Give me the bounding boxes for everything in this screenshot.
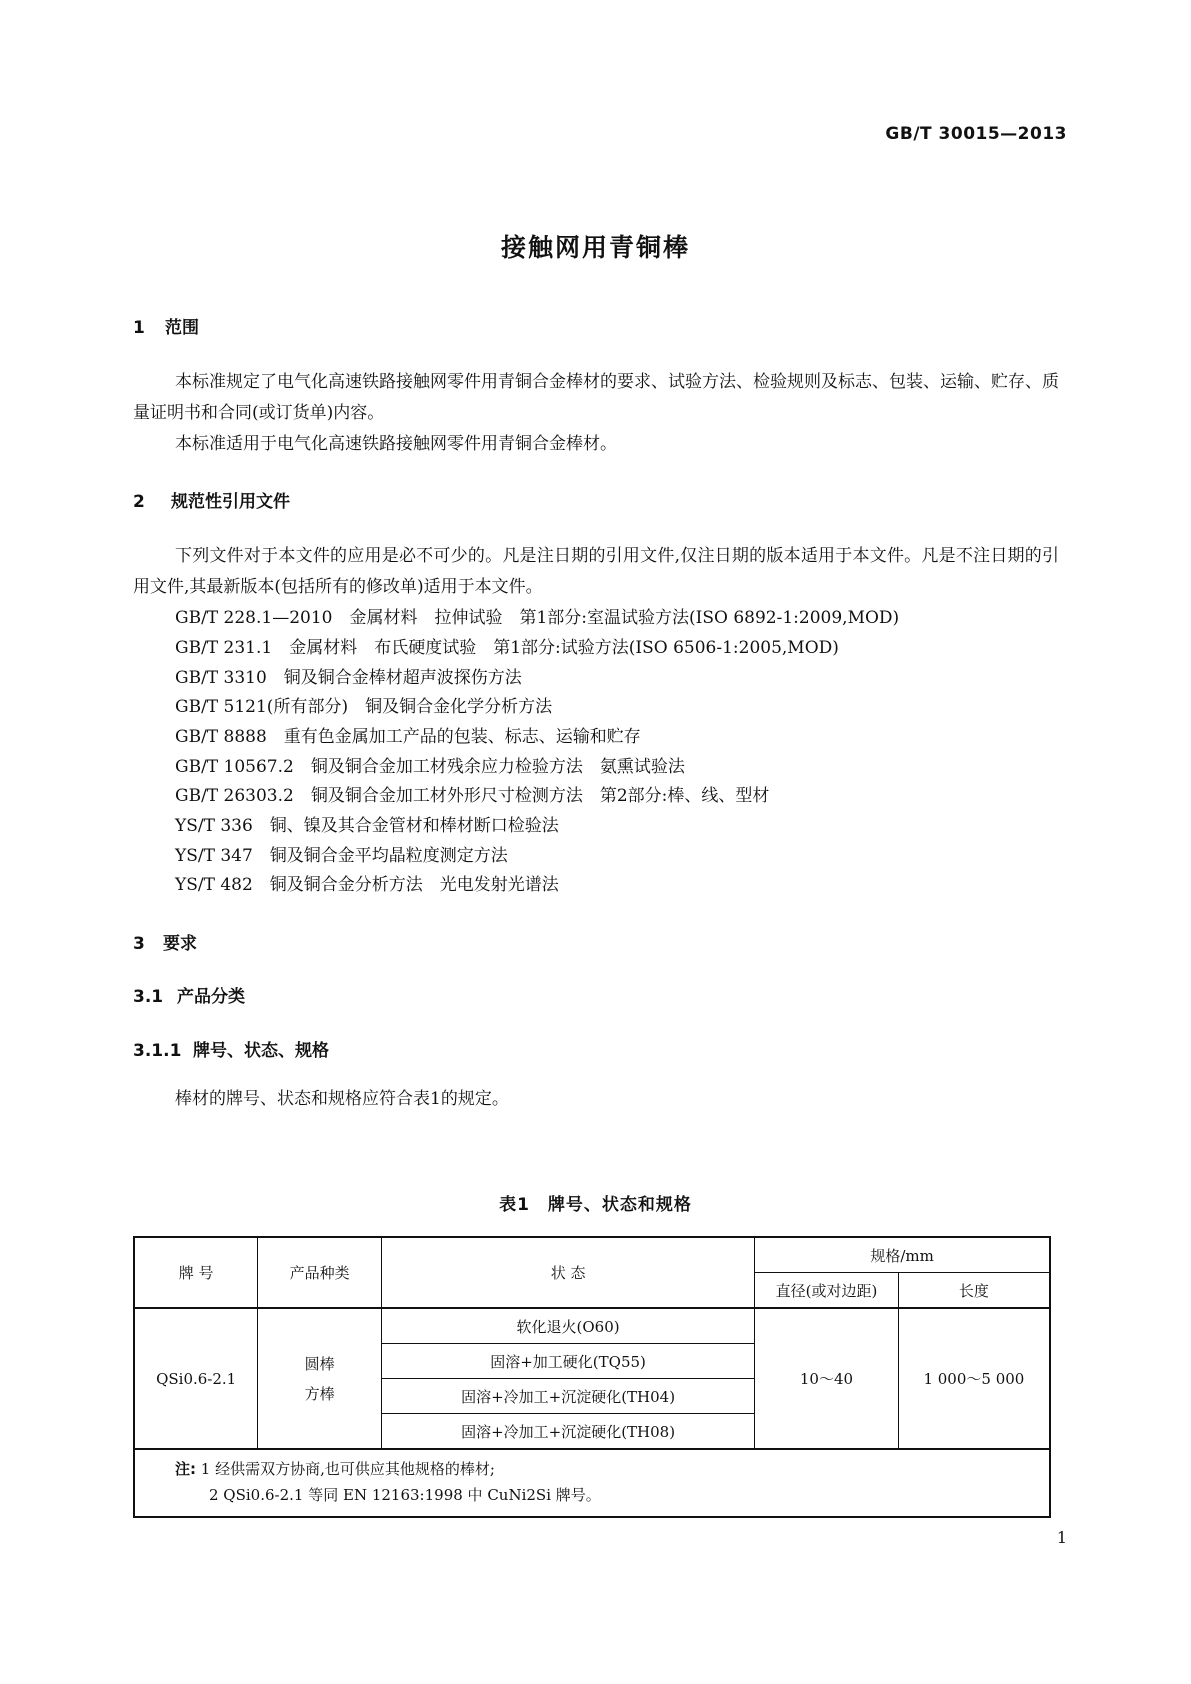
note-text: 1 经供需双方协商,也可供应其他规格的棒材;	[200, 1460, 495, 1478]
section-title: 产品分类	[177, 987, 245, 1007]
section-3-1-heading	[133, 982, 245, 1007]
section-2-heading	[133, 487, 290, 512]
note-line-1	[175, 1456, 1049, 1482]
reference-item: YS/T 347 铜及铜合金平均晶粒度测定方法	[175, 846, 508, 866]
paragraph: 本标准规定了电气化高速铁路接触网零件用青铜合金棒材的要求、试验方法、检验规则及标志、包装、运输、贮存、质量证明书和合同(或订货单)内容。	[133, 372, 1059, 423]
cell-state: 固溶+加工硬化(TQ55)	[382, 1344, 755, 1379]
header-grade: 牌 号	[134, 1237, 258, 1308]
reference-item: GB/T 26303.2 铜及铜合金加工材外形尺寸检测方法 第2部分:棒、线、型材	[175, 786, 770, 806]
note-label: 注:	[175, 1460, 196, 1478]
cell-product	[258, 1308, 382, 1449]
cell-diameter: 10～40	[755, 1308, 899, 1449]
table-header-row	[134, 1237, 1050, 1273]
header-state: 状 态	[382, 1237, 755, 1308]
paragraph: 本标准适用于电气化高速铁路接触网零件用青铜合金棒材。	[175, 434, 617, 454]
table-row	[134, 1308, 1050, 1344]
page-number: 1	[1056, 1528, 1067, 1547]
section-title: 规范性引用文件	[171, 492, 290, 512]
product-round: 圆棒	[304, 1354, 335, 1373]
section-number: 3.1	[133, 987, 164, 1007]
cell-state: 固溶+冷加工+沉淀硬化(TH04)	[382, 1379, 755, 1414]
reference-item: GB/T 8888 重有色金属加工产品的包装、标志、运输和贮存	[175, 727, 641, 747]
cell-length: 1 000～5 000	[898, 1308, 1050, 1449]
spec-table	[133, 1236, 1051, 1518]
reference-item: GB/T 231.1 金属材料 布氏硬度试验 第1部分:试验方法(ISO 6506-1:2005,MOD)	[175, 638, 839, 658]
section-number: 2	[133, 492, 145, 512]
paragraph: 棒材的牌号、状态和规格应符合表1的规定。	[175, 1089, 509, 1109]
section-1-heading	[133, 313, 199, 338]
table-notes	[134, 1449, 1050, 1517]
section-3-1-1-heading	[133, 1036, 329, 1061]
reference-item: YS/T 336 铜、镍及其合金管材和棒材断口检验法	[175, 816, 559, 836]
paragraph: 下列文件对于本文件的应用是必不可少的。凡是注日期的引用文件,仅注日期的版本适用于本文件。凡是不注日期的引用文件,其最新版本(包括所有的修改单)适用于本文件。	[133, 546, 1059, 597]
section-title: 要求	[163, 934, 197, 954]
reference-item: GB/T 228.1—2010 金属材料 拉伸试验 第1部分:室温试验方法(ISO 6892-1:2009,MOD)	[175, 608, 900, 628]
section-2-paragraph	[133, 541, 1059, 603]
section-title: 牌号、状态、规格	[193, 1041, 329, 1061]
reference-item: YS/T 482 铜及铜合金分析方法 光电发射光谱法	[175, 875, 559, 895]
header-product: 产品种类	[258, 1237, 382, 1308]
product-square: 方棒	[304, 1384, 335, 1403]
standard-code: GB/T 30015—2013	[885, 124, 1067, 144]
section-3-1-1-paragraph	[133, 1084, 1059, 1115]
reference-item: GB/T 10567.2 铜及铜合金加工材残余应力检验方法 氨熏试验法	[175, 757, 685, 777]
table-notes-row	[134, 1449, 1050, 1517]
section-3-heading	[133, 929, 197, 954]
cell-grade: QSi0.6-2.1	[134, 1308, 258, 1449]
header-diameter: 直径(或对边距)	[755, 1273, 899, 1309]
cell-state: 固溶+冷加工+沉淀硬化(TH08)	[382, 1414, 755, 1450]
section-number: 1	[133, 318, 145, 338]
section-number: 3.1.1	[133, 1041, 182, 1061]
reference-item: GB/T 3310 铜及铜合金棒材超声波探伤方法	[175, 668, 522, 688]
cell-state: 软化退火(O60)	[382, 1308, 755, 1344]
header-spec: 规格/mm	[755, 1237, 1050, 1273]
header-length: 长度	[898, 1273, 1050, 1309]
document-title: 接触网用青铜棒	[500, 233, 690, 262]
reference-item: GB/T 5121(所有部分) 铜及铜合金化学分析方法	[175, 697, 553, 717]
section-number: 3	[133, 934, 145, 954]
table-caption: 表1 牌号、状态和规格	[499, 1195, 692, 1215]
section-1-paragraph	[133, 367, 1059, 460]
note-line-2: 2 QSi0.6-2.1 等同 EN 12163:1998 中 CuNi2Si 牌号。	[209, 1486, 601, 1504]
section-title: 范围	[165, 318, 199, 338]
